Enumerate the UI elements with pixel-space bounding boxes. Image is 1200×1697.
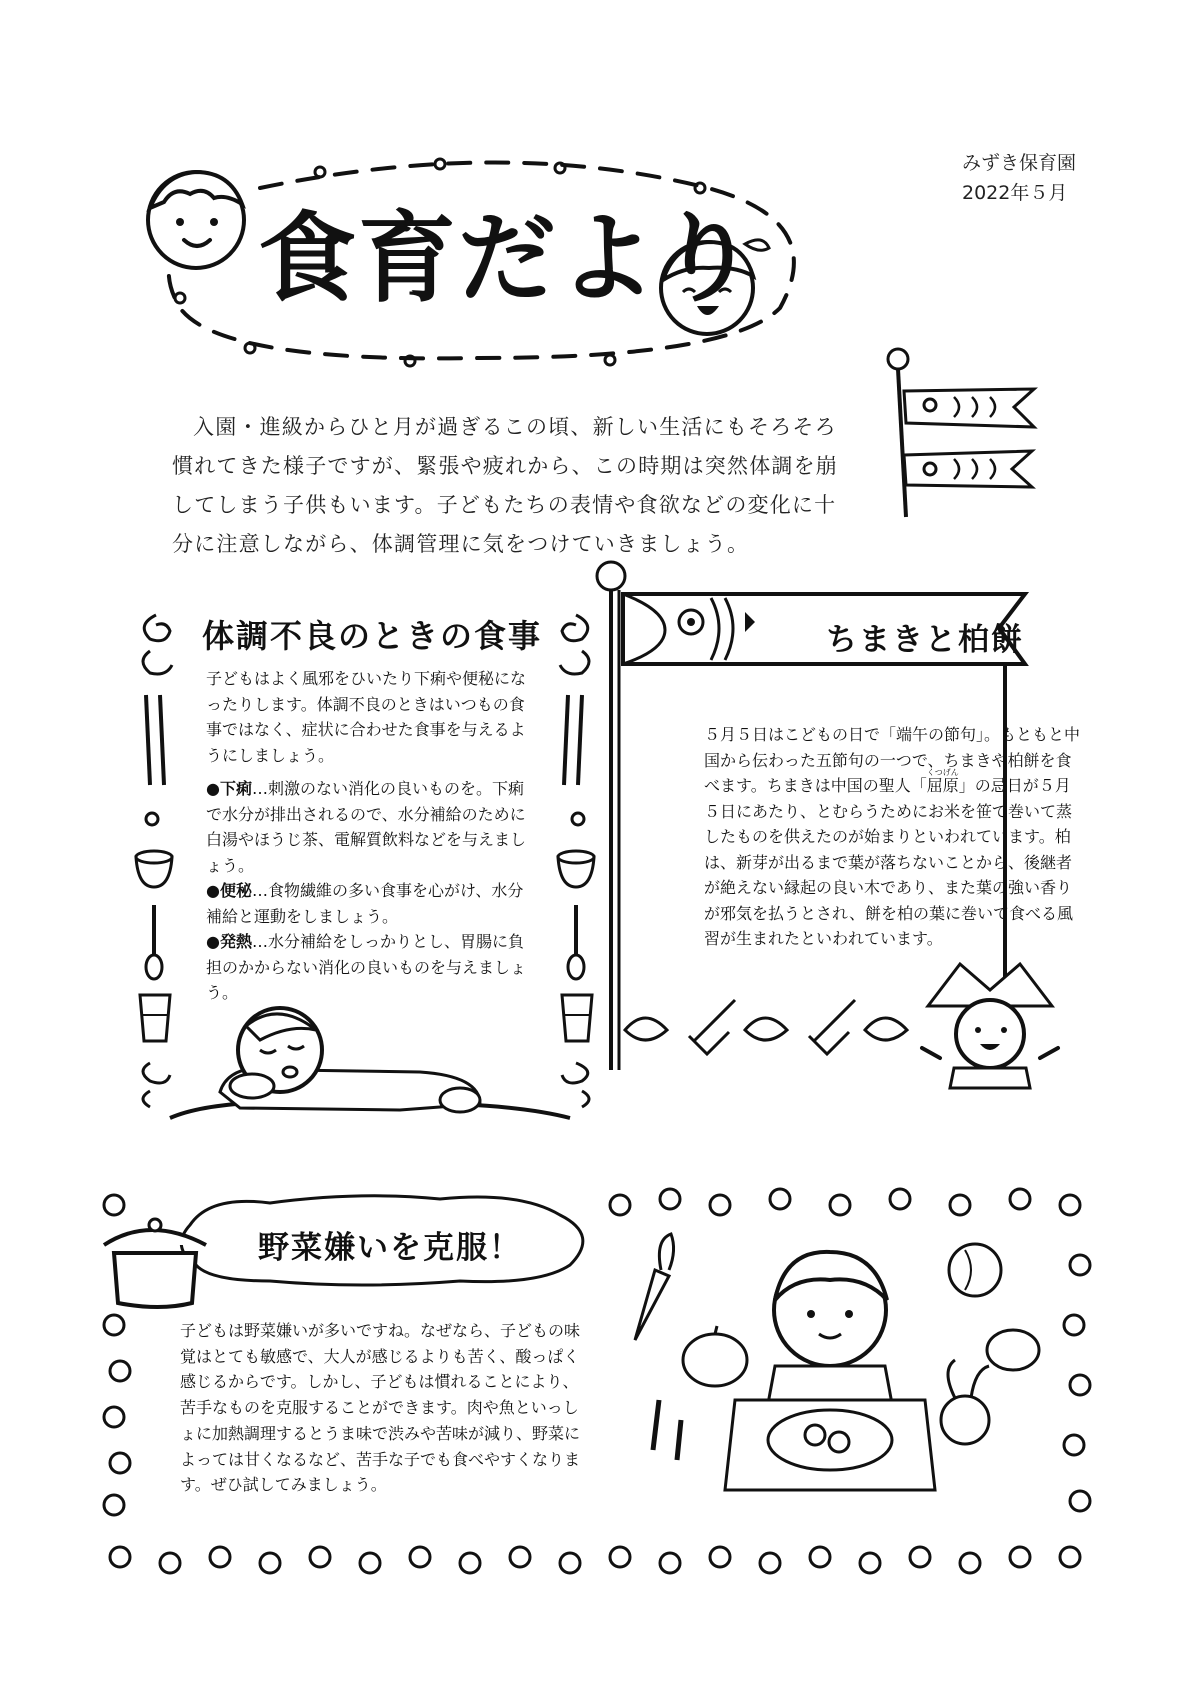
page-title: 食育だより	[258, 202, 759, 316]
issue-date: 2022年５月	[962, 182, 1068, 204]
child-eating-icon	[625, 1230, 1045, 1530]
sick-meal-title: 体調不良のときの食事	[202, 617, 543, 655]
child-kabuto-icon	[920, 960, 1060, 1090]
sick-meal-item: ●発熱…水分補給をしっかりとし、胃腸に負担のかからない消化の良いものを与えましょう。	[206, 932, 527, 1002]
chimaki-body: ５月５日はこどもの日で「端午の節句」。もともと中国から伝わった五節句の一つで、ちまきや柏餅を食べます。ちまきは中国の聖人「屈原くつげん」の忌日が５月５日にあたり、とむらうためにお米を笹で巻いて蒸したものを供えたのが始まりといわれています。柏は、新芽が出るまで葉が落ちないことから、後継者が絶えない縁起の良い木であり、また葉の強い香りが邪気を払うとされ、餅を柏の葉に巻いて食べる風習が生まれたといわれています。	[704, 725, 1081, 948]
child-face-icon	[134, 164, 264, 274]
title-banner	[140, 158, 840, 368]
chimaki-title: ちまきと柏餅	[826, 622, 1024, 658]
vegetables-body: 子どもは野菜嫌いが多いですね。なぜなら、子どもの味覚はとても敏感で、大人が感じるよりも苦く、酸っぱく感じるからです。しかし、子どもは慣れることにより、苦手なものを克服することができます。肉や魚といっしょに加熱調理するとうま味で渋みや苦味が減り、野菜によっては甘くなるなど、苦手な子でも食べやすくなります。ぜひ試してみましょう。	[180, 1321, 581, 1495]
koinobori-icon	[884, 345, 1064, 525]
sleeping-child-icon	[160, 1000, 580, 1130]
organization-name: みずき保育園	[962, 152, 1077, 174]
vegetables-title: 野菜嫌いを克服！	[258, 1230, 522, 1266]
sick-meal-body	[206, 666, 536, 1006]
sick-meal-lead: 子どもはよく風邪をひいたり下痢や便秘になったりします。体調不良のときはいつもの食事ではなく、症状に合わせた食事を与えるようにしましょう。	[206, 669, 527, 765]
intro-paragraph: 入園・進級からひと月が過ぎるこの頃、新しい生活にもそろそろ慣れてきた様子ですが、緊張や疲れから、この時期は突然体調を崩してしまう子供もいます。子どもたちの表情や食欲などの変化に十分に注意しながら、体調管理に気をつけていきましょう。	[172, 415, 838, 556]
kutsugen-ruby: 屈原くつげん	[926, 768, 959, 795]
sick-meal-item: ●下痢…刺激のない消化の良いものを。下痢で水分が排出されるので、水分補給のために白湯やほうじ茶、電解質飲料などを与えましょう。	[206, 779, 527, 875]
header-info	[962, 148, 1076, 208]
sick-meal-item: ●便秘…食物繊維の多い食事を心がけ、水分補給と運動をしましょう。	[206, 881, 524, 926]
